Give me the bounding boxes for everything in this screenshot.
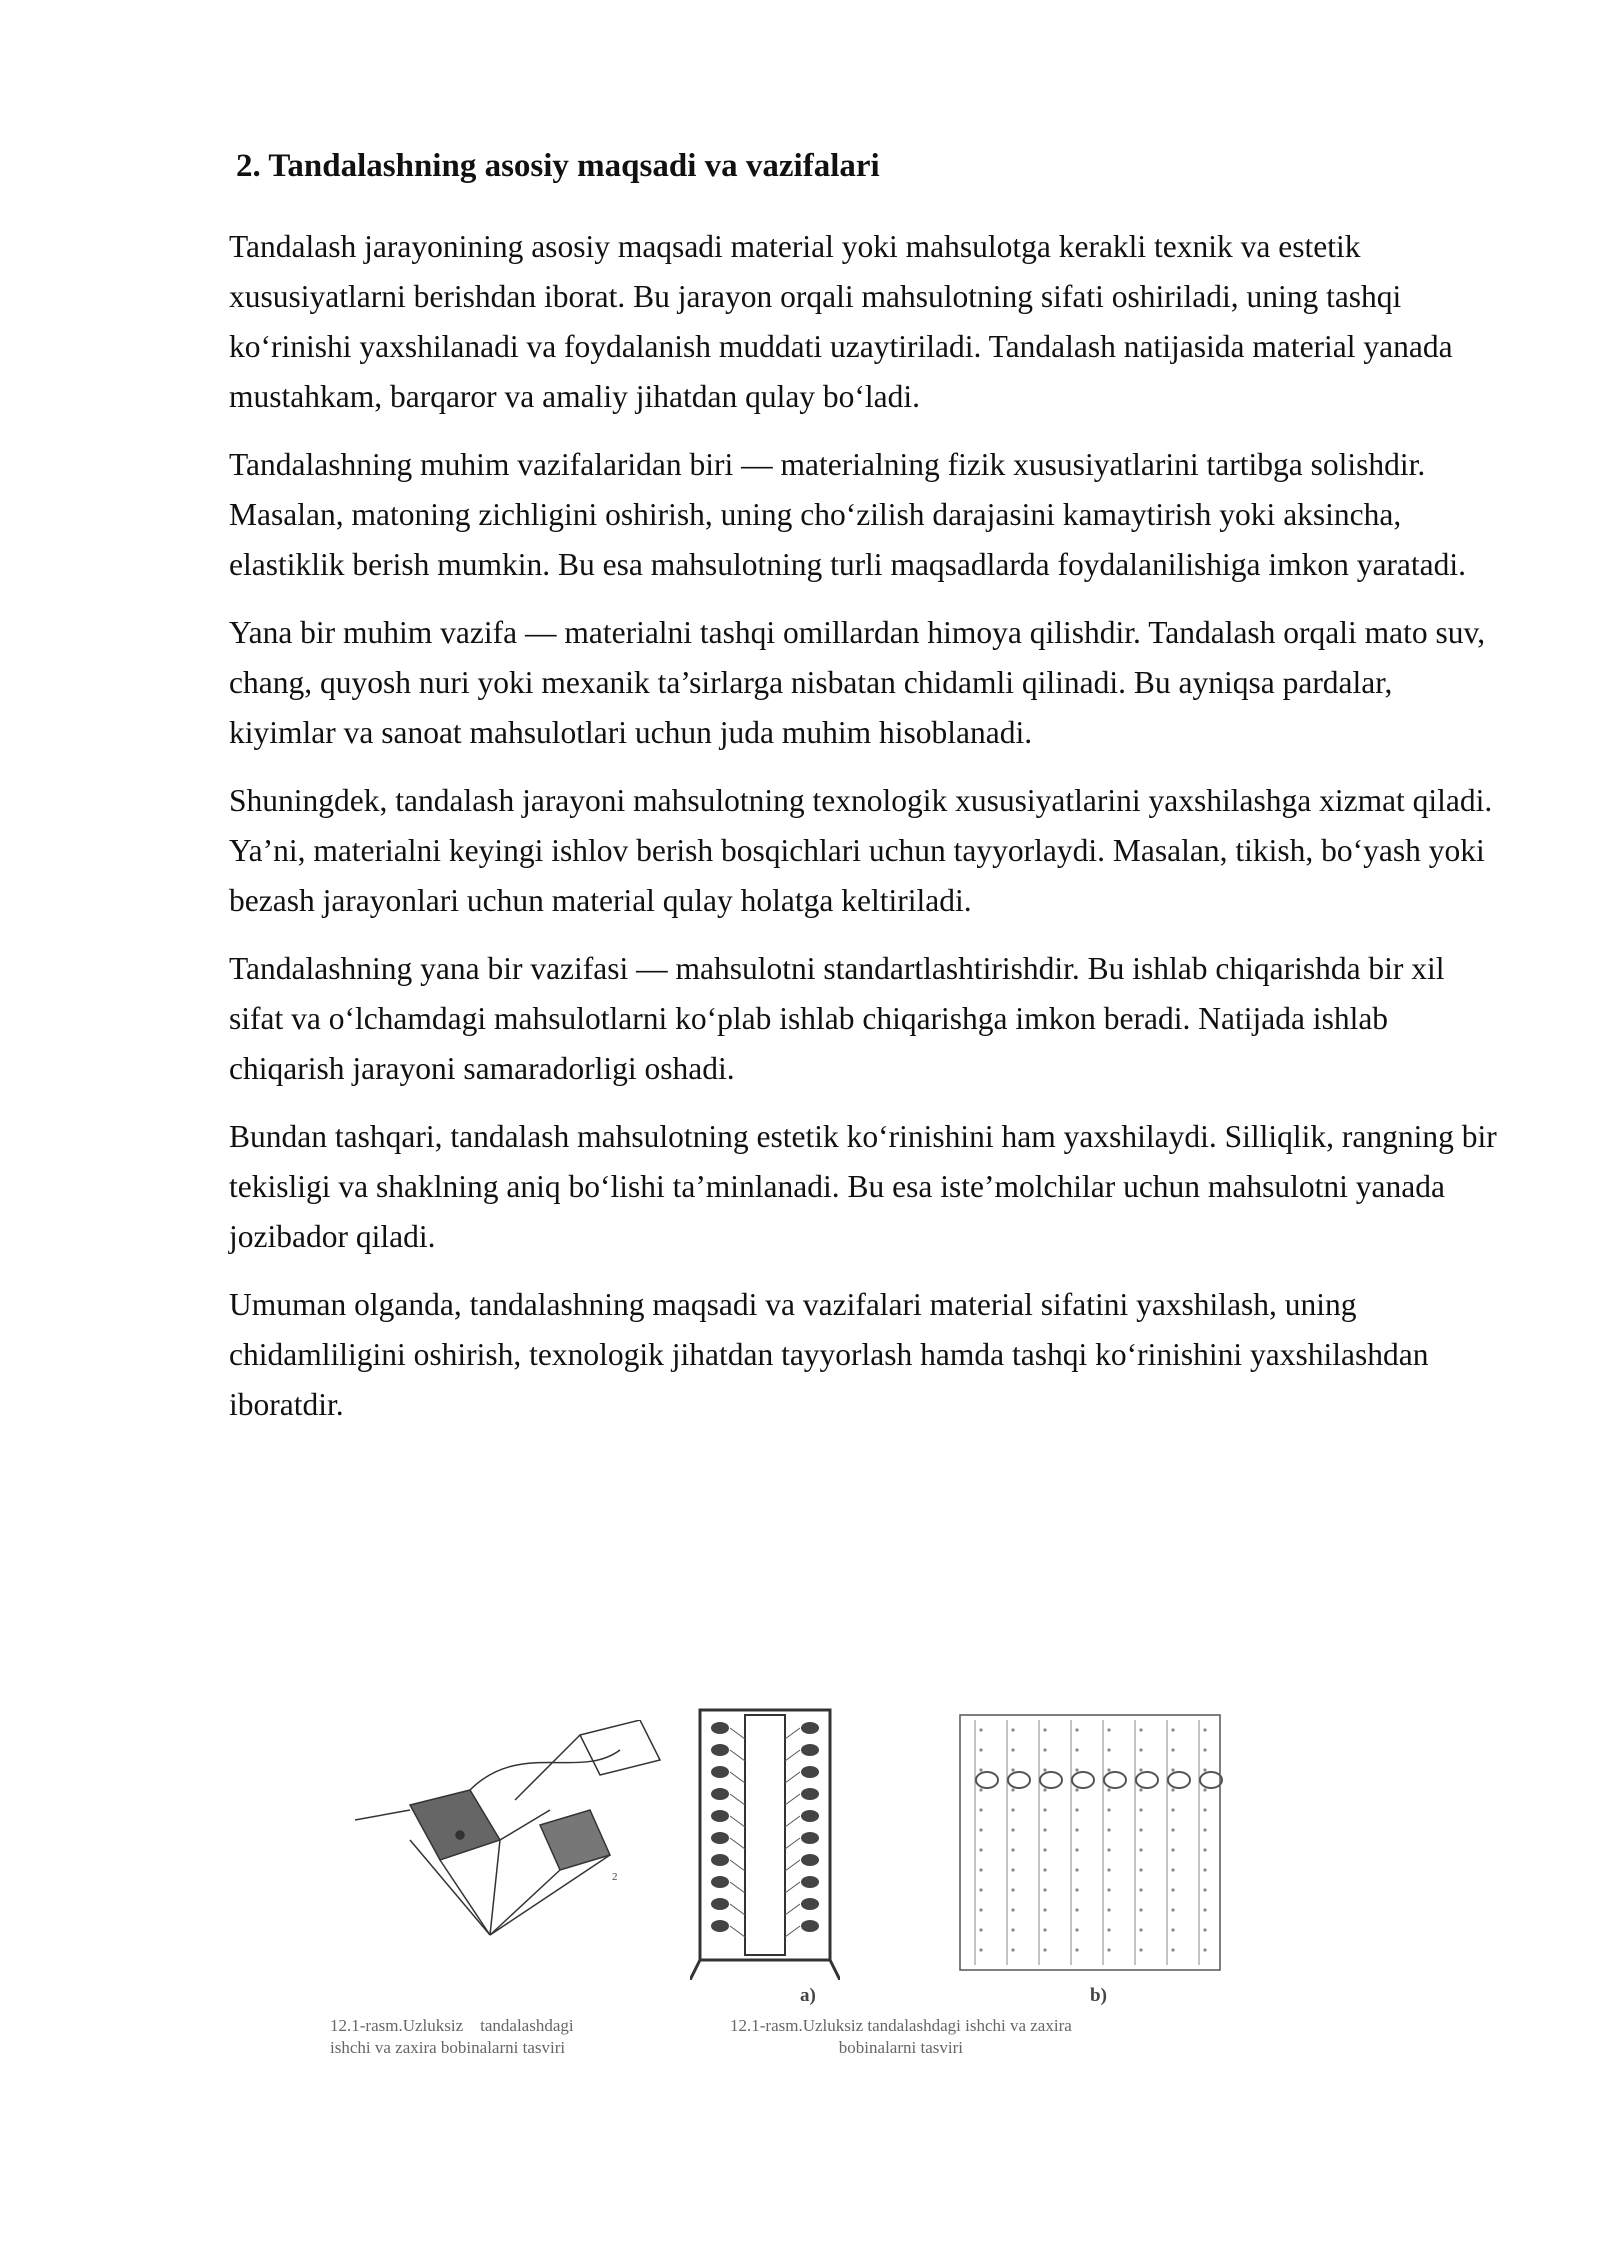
creel-peg xyxy=(1203,1828,1206,1831)
creel-peg xyxy=(1075,1948,1078,1951)
thread-line xyxy=(785,1838,800,1849)
bobbin-shape xyxy=(711,1766,729,1778)
creel-bobbin xyxy=(1072,1772,1094,1788)
bobbin-shape xyxy=(711,1810,729,1822)
thread-line xyxy=(785,1750,800,1761)
bobbin-shape xyxy=(801,1832,819,1844)
creel-peg xyxy=(1139,1848,1142,1851)
creel-bobbin xyxy=(1168,1772,1190,1788)
paragraph-2: Tandalashning muhim vazifalaridan biri — materialning fizik xususiyatlarini tartibga solishdir. Masalan, matoning zichligini oshirish, uning cho‘zilish darajasini kamaytirish yoki aksincha, elastiklik berish mumkin. Bu esa mahsulotning turli maqsadlarda foydalanilishiga imkon yaratadi. xyxy=(229,447,1467,582)
creel-peg xyxy=(1011,1928,1014,1931)
creel-peg xyxy=(1203,1768,1206,1771)
creel-peg xyxy=(979,1748,982,1751)
creel-peg xyxy=(1139,1728,1142,1731)
creel-peg xyxy=(1011,1808,1014,1811)
thread-line xyxy=(785,1860,800,1871)
bobbin-sketch-image xyxy=(350,1720,670,1950)
creel-peg xyxy=(1171,1748,1174,1751)
thread-line xyxy=(730,1904,745,1915)
creel-peg xyxy=(1171,1808,1174,1811)
thread-line xyxy=(730,1838,745,1849)
creel-peg xyxy=(979,1928,982,1931)
body-text xyxy=(229,222,1499,1448)
creel-peg xyxy=(1107,1928,1110,1931)
creel-peg xyxy=(1107,1828,1110,1831)
creel-peg xyxy=(1203,1868,1206,1871)
creel-peg xyxy=(979,1888,982,1891)
caption-left-line-2: ishchi va zaxira bobinalarni tasviri xyxy=(330,2038,566,2057)
thread-line xyxy=(785,1794,800,1805)
thread-line xyxy=(785,1772,800,1783)
creel-peg xyxy=(1107,1888,1110,1891)
creel-peg xyxy=(1139,1948,1142,1951)
creel-peg xyxy=(1139,1748,1142,1751)
bobbin-shape xyxy=(801,1744,819,1756)
creel-peg xyxy=(1107,1908,1110,1911)
creel-peg xyxy=(1171,1848,1174,1851)
creel-peg xyxy=(1075,1748,1078,1751)
paragraph-4: Shuningdek, tandalash jarayoni mahsulotning texnologik xususiyatlarini yaxshilashga xizmat qiladi. Ya’ni, materialni keyingi ishlov berish bosqichlari uchun tayyorlaydi. Masalan, tikish, bo‘yash yoki bezash jarayonlari uchun material qulay holatga keltiriladi. xyxy=(229,783,1493,918)
bobbin-shape xyxy=(801,1898,819,1910)
section-heading: 2. Tandalashning asosiy maqsadi va vazifalari xyxy=(236,148,880,184)
creel-peg xyxy=(1043,1868,1046,1871)
creel-peg xyxy=(1043,1828,1046,1831)
bobbin-shape xyxy=(711,1722,729,1734)
creel-peg xyxy=(979,1848,982,1851)
creel-peg xyxy=(979,1908,982,1911)
figure-label-a: a) xyxy=(800,1985,816,2006)
creel-peg xyxy=(1011,1888,1014,1891)
thread-line xyxy=(785,1882,800,1893)
svg-text:2: 2 xyxy=(612,1871,618,1883)
creel-peg xyxy=(1075,1788,1078,1791)
creel-peg xyxy=(1011,1788,1014,1791)
creel-peg xyxy=(1043,1748,1046,1751)
creel-peg xyxy=(1203,1748,1206,1751)
creel-peg xyxy=(1171,1908,1174,1911)
creel-peg xyxy=(1203,1848,1206,1851)
creel-peg xyxy=(979,1768,982,1771)
creel-peg xyxy=(1171,1828,1174,1831)
thread-line xyxy=(785,1926,800,1937)
creel-peg xyxy=(979,1728,982,1731)
thread-line xyxy=(730,1882,745,1893)
figure-label-b: b) xyxy=(1090,1985,1107,2006)
creel-peg xyxy=(1107,1728,1110,1731)
creel-peg xyxy=(1011,1748,1014,1751)
creel-peg xyxy=(1011,1868,1014,1871)
creel-peg xyxy=(1139,1888,1142,1891)
creel-peg xyxy=(1107,1948,1110,1951)
creel-peg xyxy=(1043,1928,1046,1931)
creel-peg xyxy=(1107,1788,1110,1791)
bobbin-shape xyxy=(801,1876,819,1888)
creel-peg xyxy=(1171,1728,1174,1731)
thread-line xyxy=(730,1772,745,1783)
creel-peg xyxy=(1011,1768,1014,1771)
creel-bobbin xyxy=(976,1772,998,1788)
creel-peg xyxy=(1139,1808,1142,1811)
creel-b-image xyxy=(955,1710,1225,1980)
creel-peg xyxy=(1043,1848,1046,1851)
creel-peg xyxy=(1171,1948,1174,1951)
creel-peg xyxy=(1171,1868,1174,1871)
thread-line xyxy=(730,1728,745,1739)
creel-peg xyxy=(1203,1888,1206,1891)
creel-peg xyxy=(979,1828,982,1831)
creel-peg xyxy=(1043,1808,1046,1811)
bobbin-shape xyxy=(711,1898,729,1910)
paragraph-5: Tandalashning yana bir vazifasi — mahsulotni standartlashtirishdir. Bu ishlab chiqarishda bir xil sifat va o‘lchamdagi mahsulotlarni ko‘plab ishlab chiqarishga imkon beradi. Natijada ishlab chiqarish jarayoni samaradorligi oshadi. xyxy=(229,951,1445,1086)
creel-peg xyxy=(1075,1828,1078,1831)
thread-line xyxy=(730,1750,745,1761)
bobbin-shape xyxy=(711,1788,729,1800)
creel-peg xyxy=(1139,1768,1142,1771)
creel-peg xyxy=(1107,1848,1110,1851)
thread-line xyxy=(730,1816,745,1827)
creel-peg xyxy=(1011,1848,1014,1851)
bobbin-shape xyxy=(801,1854,819,1866)
bobbin-shape xyxy=(711,1876,729,1888)
thread-line xyxy=(730,1794,745,1805)
thread-line xyxy=(785,1816,800,1827)
creel-peg xyxy=(1011,1948,1014,1951)
figure-caption-left xyxy=(330,2015,574,2059)
paragraph-6: Bundan tashqari, tandalash mahsulotning estetik ko‘rinishini ham yaxshilaydi. Silliqlik, rangning bir tekisligi va shaklning aniq bo‘lishi ta’minlanadi. Bu esa iste’molchilar uchun mahsulotni yanada jozibador qiladi. xyxy=(229,1119,1497,1254)
thread-line xyxy=(785,1904,800,1915)
creel-peg xyxy=(1139,1828,1142,1831)
creel-peg xyxy=(1107,1748,1110,1751)
creel-bobbin xyxy=(1200,1772,1222,1788)
creel-peg xyxy=(979,1868,982,1871)
creel-peg xyxy=(1139,1908,1142,1911)
creel-peg xyxy=(1107,1808,1110,1811)
creel-peg xyxy=(1139,1788,1142,1791)
creel-peg xyxy=(979,1808,982,1811)
creel-peg xyxy=(1075,1908,1078,1911)
paragraph-3: Yana bir muhim vazifa — materialni tashqi omillardan himoya qilishdir. Tandalash orqali mato suv, chang, quyosh nuri yoki mexanik ta’sirlarga nisbatan chidamli qilinadi. Bu ayniqsa pardalar, kiyimlar va sanoat mahsulotlari uchun juda muhim hisoblanadi. xyxy=(229,615,1486,750)
creel-peg xyxy=(1043,1728,1046,1731)
paragraph-7: Umuman olganda, tandalashning maqsadi va vazifalari material sifatini yaxshilash, uning chidamliligini oshirish, texnologik jihatdan tayyorlash hamda tashqi ko‘rinishini yaxshilashdan iboratdir. xyxy=(229,1287,1429,1422)
creel-peg xyxy=(1075,1808,1078,1811)
creel-peg xyxy=(1203,1948,1206,1951)
creel-peg xyxy=(1203,1908,1206,1911)
caption-left-line-1: 12.1-rasm.Uzluksiz tandalashdagi xyxy=(330,2016,574,2035)
creel-peg xyxy=(1011,1728,1014,1731)
creel-bobbin xyxy=(1104,1772,1126,1788)
thread-line xyxy=(785,1728,800,1739)
creel-peg xyxy=(1171,1928,1174,1931)
creel-peg xyxy=(1171,1788,1174,1791)
creel-peg xyxy=(1203,1728,1206,1731)
creel-peg xyxy=(1203,1928,1206,1931)
thread-line xyxy=(730,1926,745,1937)
creel-peg xyxy=(1107,1868,1110,1871)
bobbin-shape xyxy=(801,1788,819,1800)
creel-peg xyxy=(1011,1908,1014,1911)
caption-right-line-1: 12.1-rasm.Uzluksiz tandalashdagi ishchi va zaxira xyxy=(730,2016,1072,2035)
creel-peg xyxy=(1139,1928,1142,1931)
creel-peg xyxy=(1043,1948,1046,1951)
creel-peg xyxy=(1107,1768,1110,1771)
creel-peg xyxy=(979,1948,982,1951)
figure-caption-right xyxy=(730,2015,1072,2059)
bobbin-shape xyxy=(801,1722,819,1734)
creel-bobbin xyxy=(1040,1772,1062,1788)
bobbin-shape xyxy=(801,1920,819,1932)
bobbin-shape xyxy=(711,1744,729,1756)
creel-bobbin xyxy=(1008,1772,1030,1788)
bobbin-shape xyxy=(711,1854,729,1866)
creel-peg xyxy=(1139,1868,1142,1871)
creel-bobbin xyxy=(1136,1772,1158,1788)
creel-peg xyxy=(1203,1808,1206,1811)
creel-peg xyxy=(1075,1868,1078,1871)
paragraph-1: Tandalash jarayonining asosiy maqsadi material yoki mahsulotga kerakli texnik va estetik xususiyatlarni berishdan iborat. Bu jarayon orqali mahsulotning sifati oshiriladi, uning tashqi ko‘rinishi yaxshilanadi va foydalanish muddati uzaytiriladi. Tandalash natijasida material yanada mustahkam, barqaror va amaliy jihatdan qulay bo‘ladi. xyxy=(229,229,1453,414)
creel-peg xyxy=(1075,1888,1078,1891)
creel-peg xyxy=(1075,1728,1078,1731)
bobbin-shape xyxy=(801,1810,819,1822)
creel-peg xyxy=(1075,1928,1078,1931)
creel-peg xyxy=(1011,1828,1014,1831)
bobbin-shape xyxy=(711,1920,729,1932)
figures-area xyxy=(320,1700,1320,2100)
creel-peg xyxy=(979,1788,982,1791)
caption-right-line-2: bobinalarni tasviri xyxy=(838,2038,963,2057)
creel-a-image xyxy=(690,1700,840,1980)
creel-peg xyxy=(1171,1768,1174,1771)
creel-peg xyxy=(1043,1888,1046,1891)
thread-line xyxy=(730,1860,745,1871)
creel-peg xyxy=(1043,1768,1046,1771)
creel-peg xyxy=(1075,1848,1078,1851)
bobbin-shape xyxy=(801,1766,819,1778)
creel-peg xyxy=(1203,1788,1206,1791)
creel-peg xyxy=(1043,1908,1046,1911)
creel-peg xyxy=(1075,1768,1078,1771)
creel-peg xyxy=(1043,1788,1046,1791)
creel-peg xyxy=(1171,1888,1174,1891)
bobbin-shape xyxy=(711,1832,729,1844)
